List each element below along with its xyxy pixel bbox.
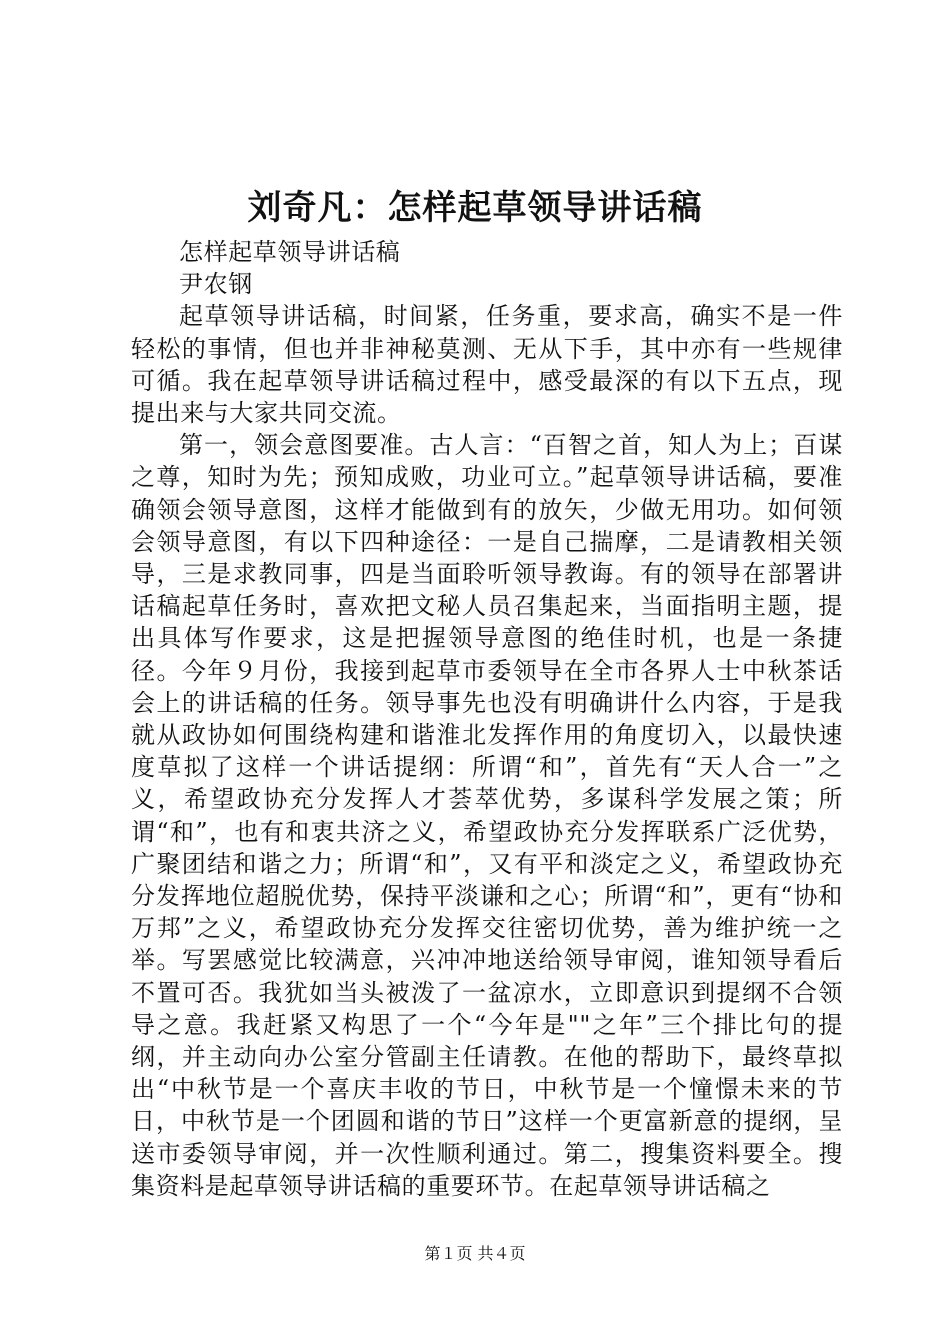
- paragraph-intro: 起草领导讲话稿，时间紧，任务重，要求高，确实不是一件轻松的事情，但也并非神秘莫测、无从下手，其中亦有一些规律可循。我在起草领导讲话稿过程中，感受最深的有以下五点，现提出来与大家共同交流。: [131, 302, 843, 428]
- page-footer: 第１页 共４页: [424, 1244, 526, 1263]
- subtitle-line: 怎样起草领导讲话稿: [179, 238, 401, 266]
- author-line: 尹农钢: [179, 270, 253, 299]
- paragraph-first-point: 第一，领会意图要准。古人言：“百智之首，知人为上；百谋之尊，知时为先；预知成败，功业可立。”起草领导讲话稿，要准确领会领导意图，这样才能做到有的放矢，少做无用功。如何领会领导意图，有以下四种途径：一是自己揣摩，二是请教相关领导，三是求教同事，四是当面聆听领导教诲。有的领导在部署讲话稿起草任务时，喜欢把文秘人员召集起来，当面指明主题，提出具体写作要求，这是把握领导意图的绝佳时机，也是一条捷径。今年９月份，我接到起草市委领导在全市各界人士中秋茶话会上的讲话稿的任务。领导事先也没有明确讲什么内容，于是我就从政协如何围绕构建和谐淮北发挥作用的角度切入，以最快速度草拟了这样一个讲话提纲：所谓“和”，首先有“天人合一”之义，希望政协充分发挥人才荟萃优势，多谋科学发展之策；所谓“和”，也有和衷共济之义，希望政协充分发挥联系广泛优势，广聚团结和谐之力；所谓“和”，又有平和淡定之义，希望政协充分发挥地位超脱优势，保持平淡谦和之心；所谓“和”，更有“协和万邦”之义，希望政协充分发挥交往密切优势，善为维护统一之举。写罢感觉比较满意，兴冲冲地送给领导审阅，谁知领导看后不置可否。我犹如当头被泼了一盆凉水，立即意识到提纲不合领导之意。我赶紧又构思了一个“今年是""之年”三个排比句的提纲，并主动向办公室分管副主任请教。在他的帮助下，最终草拟出“中秋节是一个喜庆丰收的节日，中秋节是一个憧憬未来的节日，中秋节是一个团圆和谐的节日”这样一个更富新意的提纲，呈送市委领导审阅，并一次性顺利通过。第二，搜集资料要全。搜集资料是起草领导讲话稿的重要环节。在起草领导讲话稿之: [131, 431, 843, 1200]
- document-title: 刘奇凡：怎样起草领导讲话稿: [247, 188, 703, 228]
- document-body: [131, 236, 843, 1202]
